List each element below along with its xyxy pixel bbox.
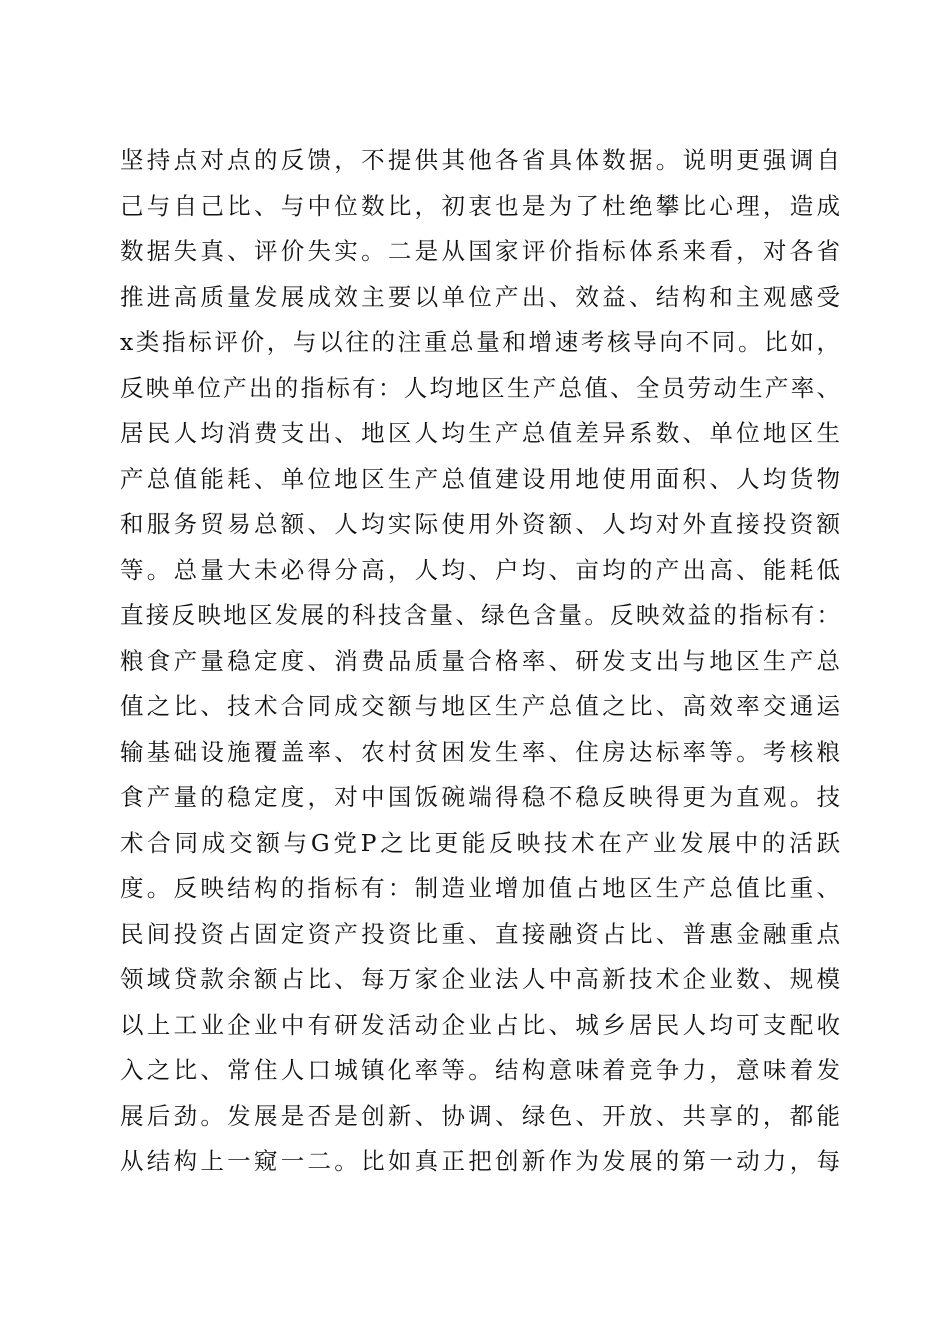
text-line: 以上工业企业中有研发活动企业占比、城乡居民人均可支配收 xyxy=(120,1010,840,1039)
text-line: 输基础设施覆盖率、农村贫困发生率、住房达标率等。考核粮 xyxy=(120,737,840,766)
text-line: 领域贷款余额占比、每万家企业法人中高新技术企业数、规模 xyxy=(120,965,840,993)
text-line: 己与自己比、与中位数比，初衷也是为了杜绝攀比心理，造成 xyxy=(120,191,840,220)
text-line: 反映单位产出的指标有：人均地区生产总值、全员劳动生产率、 xyxy=(120,373,840,402)
text-line: x类指标评价，与以往的注重总量和增速考核导向不同。比如， xyxy=(120,328,840,356)
text-line: 展后劲。发展是否是创新、协调、绿色、开放、共享的，都能 xyxy=(120,1101,840,1130)
text-line: 推进高质量发展成效主要以单位产出、效益、结构和主观感受 xyxy=(120,282,840,311)
text-line: 居民人均消费支出、地区人均生产总值差异系数、单位地区生 xyxy=(120,419,840,447)
text-line: 粮食产量稳定度、消费品质量合格率、研发支出与地区生产总 xyxy=(120,646,840,675)
text-line: 值之比、技术合同成交额与地区生产总值之比、高效率交通运 xyxy=(120,692,840,720)
text-line: 度。反映结构的指标有：制造业增加值占地区生产总值比重、 xyxy=(120,874,840,902)
text-line: 民间投资占固定资产投资比重、直接融资占比、普惠金融重点 xyxy=(120,919,840,948)
text-line: 坚持点对点的反馈，不提供其他各省具体数据。说明更强调自 xyxy=(120,146,840,174)
body-text xyxy=(120,138,840,1185)
text-line: 食产量的稳定度，对中国饭碗端得稳不稳反映得更为直观。技 xyxy=(120,783,840,811)
text-line: 和服务贸易总额、人均实际使用外资额、人均对外直接投资额 xyxy=(120,510,840,538)
text-line: 等。总量大未必得分高，人均、户均、亩均的产出高、能耗低 xyxy=(120,555,840,584)
text-line: 数据失真、评价失实。二是从国家评价指标体系来看，对各省 xyxy=(120,237,840,265)
text-line: 入之比、常住人口城镇化率等。结构意味着竞争力，意味着发 xyxy=(120,1056,840,1084)
text-line: 直接反映地区发展的科技含量、绿色含量。反映效益的指标有： xyxy=(120,601,840,629)
text-line: 产总值能耗、单位地区生产总值建设用地使用面积、人均货物 xyxy=(120,464,840,493)
text-line: 术合同成交额与G党P之比更能反映技术在产业发展中的活跃 xyxy=(120,828,840,857)
text-line: 从结构上一窥一二。比如真正把创新作为发展的第一动力，每 xyxy=(120,1147,840,1175)
